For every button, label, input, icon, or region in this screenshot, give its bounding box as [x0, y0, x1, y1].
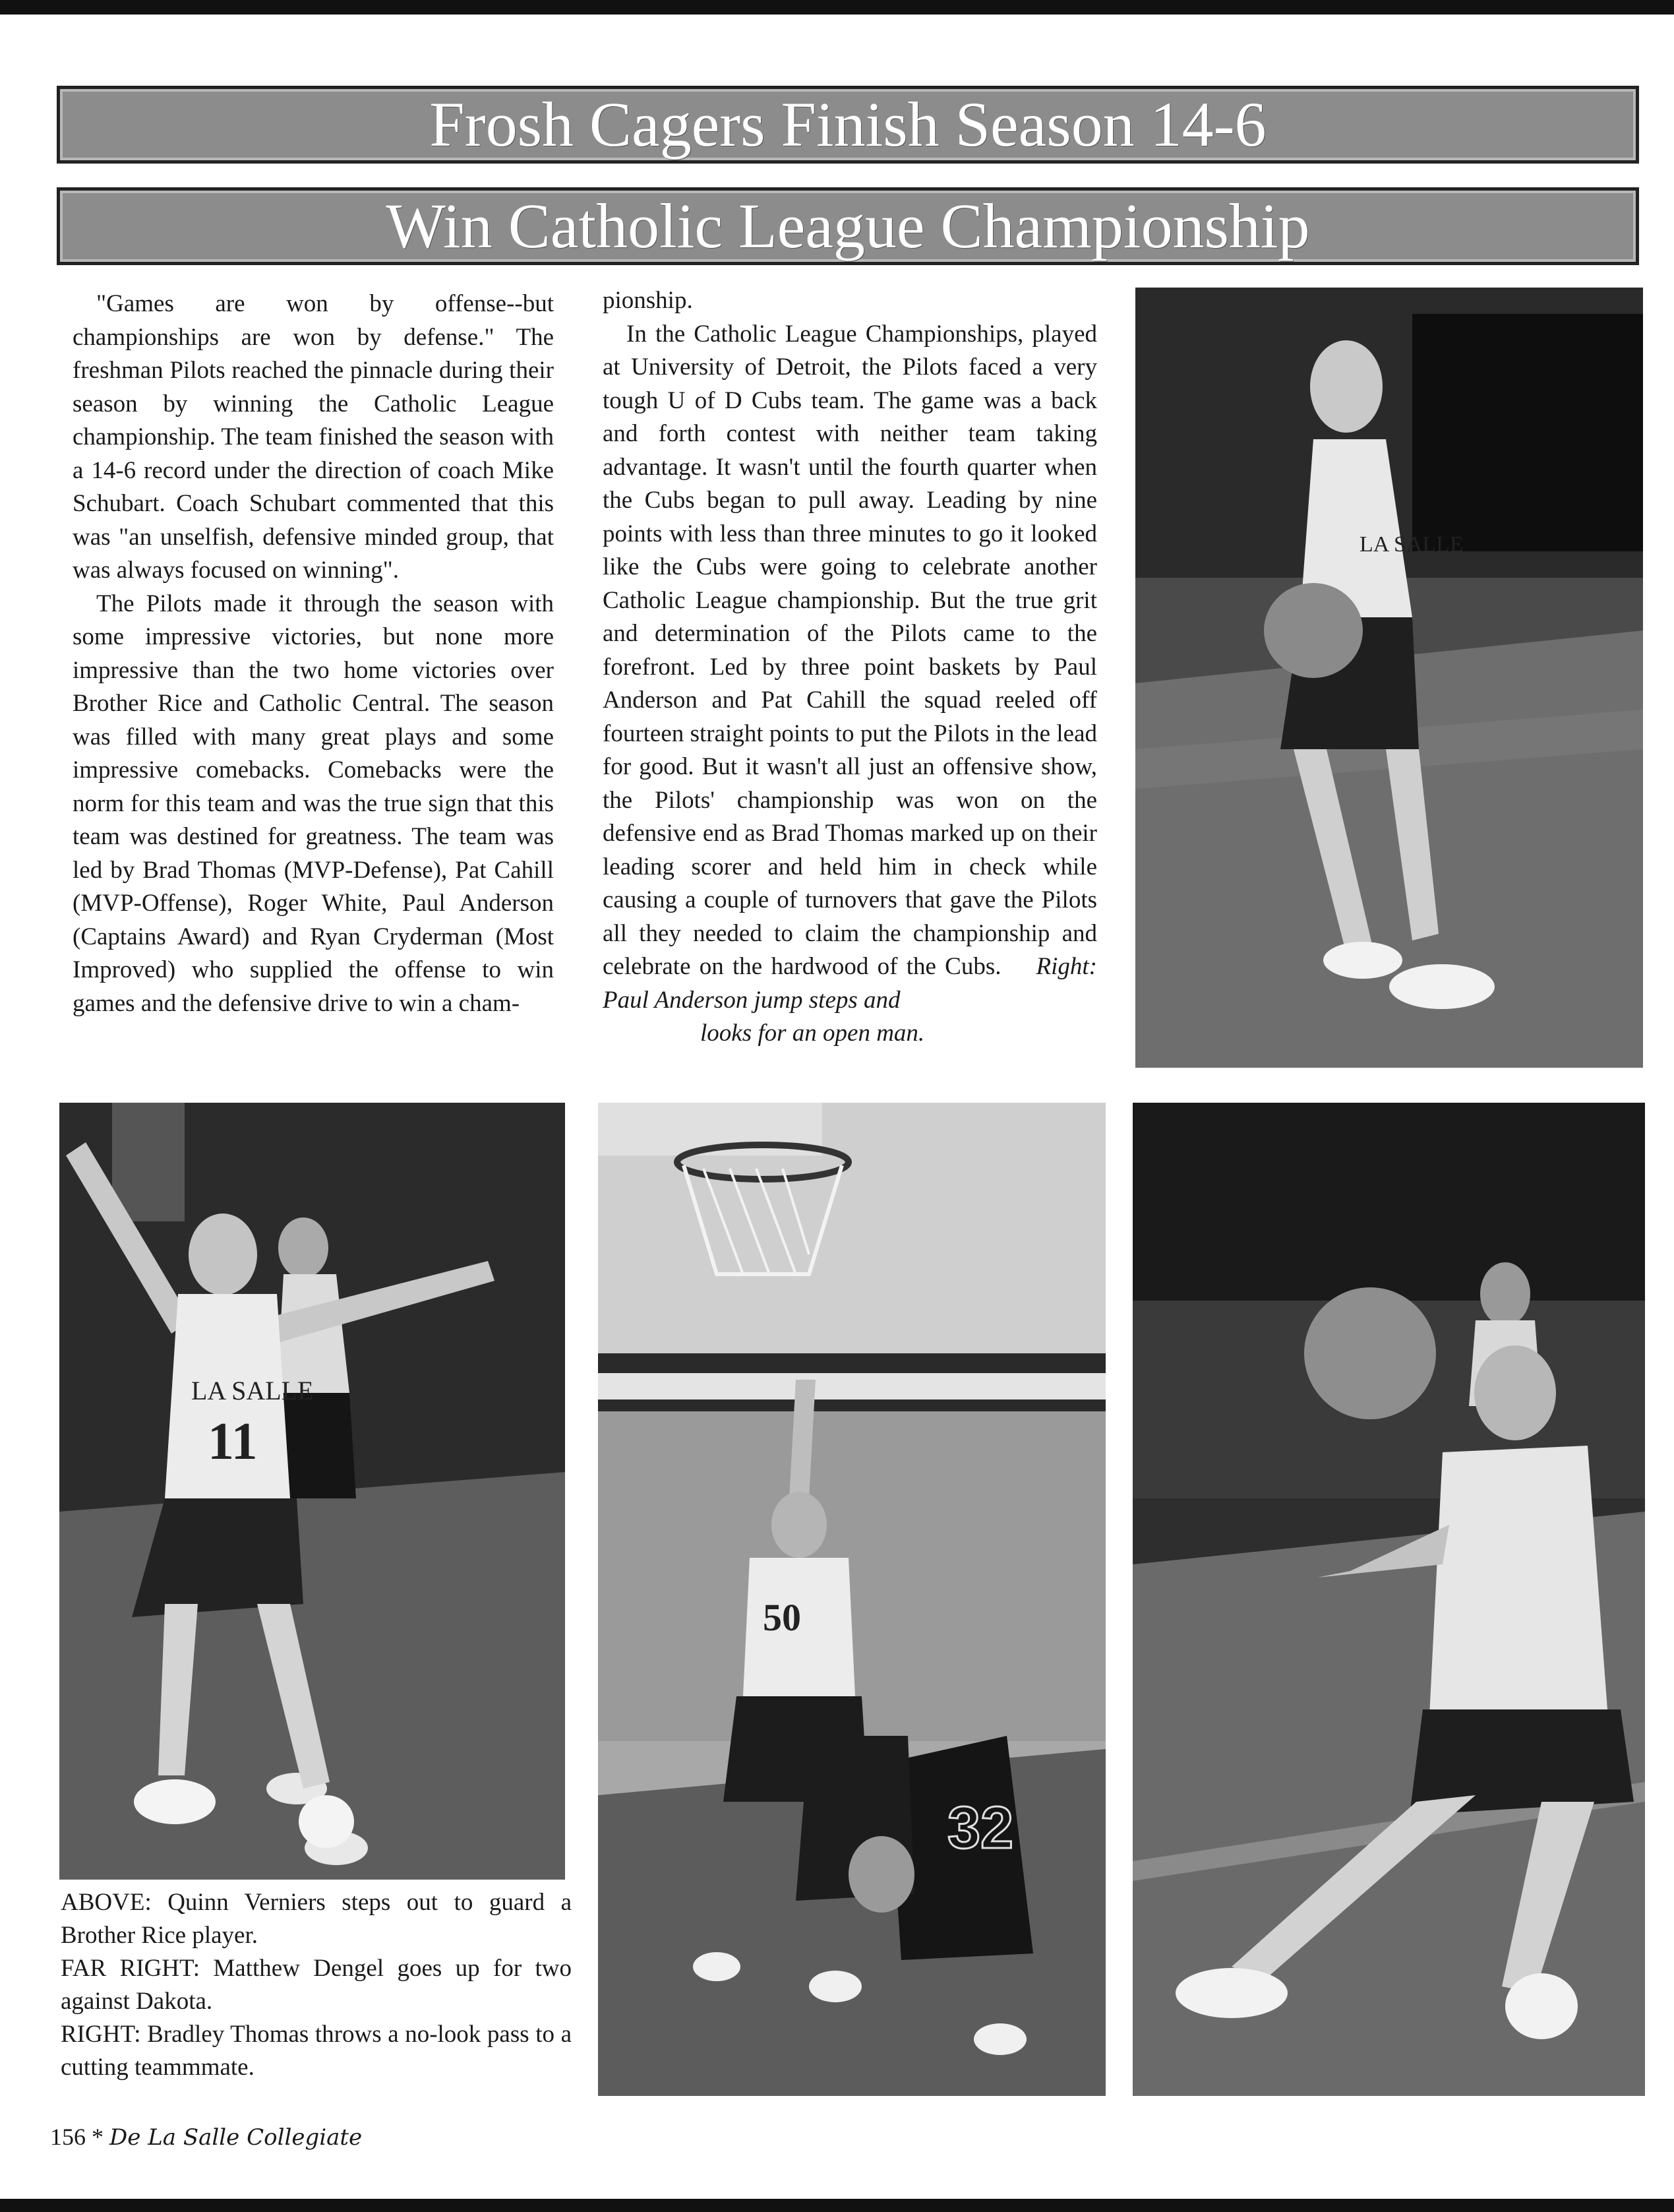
publication-name: De La Salle Collegiate	[109, 2124, 363, 2151]
article-paragraph	[603, 318, 1097, 1018]
photo-shot-under-basket	[598, 1103, 1106, 2096]
article-paragraph: The Pilots made it through the season with some impressive victories, but none more impressive than the two home victories over Brother Rice and Catholic Central. The season was filled with many great plays and some impressive comebacks. Comebacks were the norm for this team and was the true sign that this team was destined for greatness. The team was led by Brad Thomas (MVP-Defense), Pat Cahill (MVP-Offense), Roger White, Paul Anderson (Captains Award) and Ryan Cryderman (Most Improved) who supplied the offense to win games and the defensive drive to win a cham-	[73, 590, 554, 1017]
folio-separator: *	[92, 2124, 104, 2150]
page-folio	[50, 2122, 362, 2152]
headline-banner	[57, 86, 1639, 164]
page-number: 156	[50, 2124, 86, 2150]
photo-player-dribbling-image	[1135, 288, 1643, 1068]
article-paragraph: "Games are won by offense--but championships are won by defense." The freshman Pilots reached the pinnacle during their season by winning the Catholic League championship. The team finished the season with a 14-6 record under the direction of coach Mike Schubart. Coach Schubart commented that this was "an unselfish, defensive minded group, that was always focused on winning".	[73, 290, 554, 584]
article-text: In the Catholic League Championships, played at University of Detroit, the Pilots faced a very tough U of D Cubs team. The game was a back and forth contest with neither team taking advantage. It wasn't until the fourth quarter when the Cubs began to pull away. Leading by nine points with less than three minutes to go it looked like the Cubs were going to celebrate another Catholic League championship. But the true grit and determination of the Pilots came to the forefront. Led by three point baskets by Paul Anderson and Pat Cahill the squad reeled off fourteen straight points to put the Pilots in the lead for good. But it wasn't all just an offensive show, the Pilots' championship was won on the defensive end as Brad Thomas marked up on their leading scorer and held him in check while causing a couple of turnovers that gave the Pilots all they needed to claim the championship and celebrate on the hardwood of the Cubs.	[603, 320, 1097, 980]
photo-caption-right-top-cont: looks for an open man.	[700, 1020, 925, 1047]
photo-shot-under-basket-image	[598, 1103, 1106, 2096]
photo-captions	[61, 1886, 572, 2084]
photo-player-dribbling	[1135, 288, 1643, 1068]
article-paragraph: pionship.	[603, 287, 693, 314]
caption-above: ABOVE: Quinn Verniers steps out to guard a Brother Rice player.	[61, 1889, 572, 1949]
photo-caption-right-top: Right: Paul Anderson jump steps and	[603, 953, 1097, 1014]
photo-defender-guarding	[59, 1103, 565, 1880]
photo-no-look-pass	[1133, 1103, 1645, 2096]
page-frame-top	[0, 0, 1674, 15]
page-headline: Frosh Cagers Finish Season 14-6	[429, 89, 1267, 160]
jersey-school-text: LA SALLE	[191, 1376, 314, 1405]
photo-no-look-pass-image	[1133, 1103, 1645, 2096]
photo-defender-guarding-image	[59, 1103, 565, 1880]
jersey-number-text: 50	[763, 1596, 801, 1639]
article-column-1	[73, 288, 554, 1020]
subheadline-banner	[57, 187, 1639, 265]
article-column-2	[603, 284, 1097, 1051]
jersey-number-text: 11	[208, 1413, 258, 1471]
caption-far-right: FAR RIGHT: Matthew Dengel goes up for two against Dakota.	[61, 1955, 572, 2015]
jersey-number-text: 32	[947, 1795, 1014, 1861]
jersey-school-text: LA SALLE	[1360, 532, 1464, 557]
caption-right: RIGHT: Bradley Thomas throws a no-look pass to a cutting teammmate.	[61, 2021, 572, 2081]
page-frame-bottom	[0, 2199, 1674, 2212]
page-subheadline: Win Catholic League Championship	[386, 191, 1310, 261]
